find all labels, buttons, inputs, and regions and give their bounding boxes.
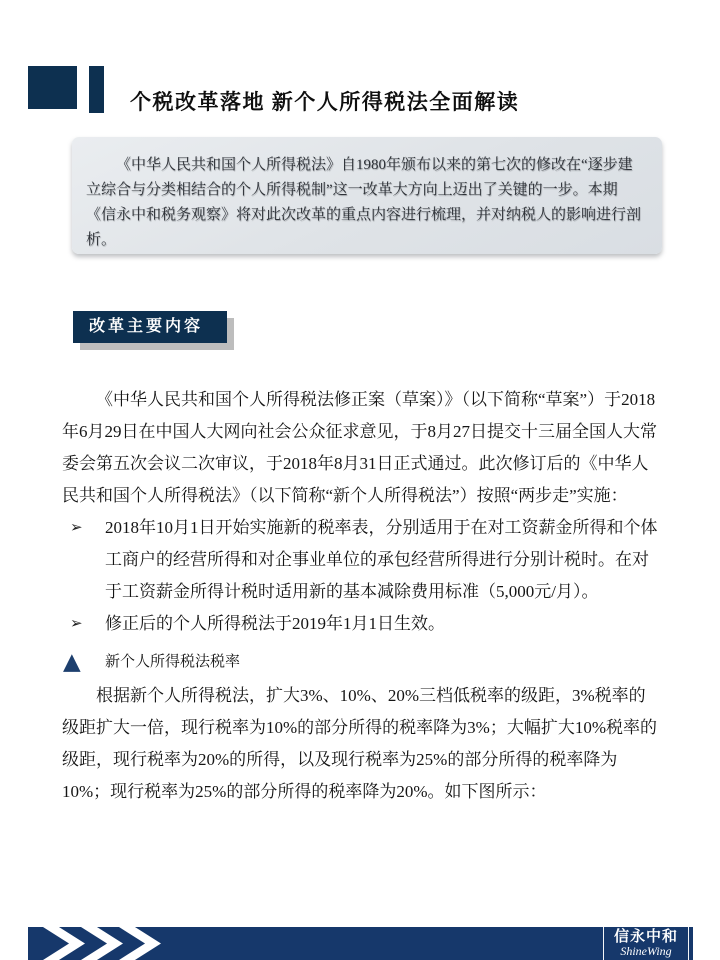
section-header: 改革主要内容 (73, 311, 227, 343)
logo-chinese-text: 信永中和 (613, 929, 678, 945)
subsection-paragraph: 根据新个人所得税法，扩大3%、10%、20%三档低税率的级距，3%税率的级距扩大一倍，现行税率为10%的部分所得的税率降为3%；大幅扩大10%税率的级距，现行税率为20%的所得，以及现行税率为25%的部分所得的税率降为10%；现行税率为25%的部分所得的税率降为20%。如下图所示： (62, 686, 657, 801)
chevron-right-icon (119, 927, 161, 960)
arrow-bullet-icon: ➢ (70, 616, 83, 632)
list-item (62, 512, 661, 608)
triangle-bullet-icon: ▲ (63, 649, 81, 675)
chevron-right-icon (81, 927, 123, 960)
title-bar-icon (89, 66, 104, 113)
logo-english-text: ShineWing (620, 944, 672, 958)
bullet-text: 2018年10月1日开始实施新的税率表，分别适用于在对工资薪金所得和个体工商户的经营所得和对企事业单位的承包经营所得进行分别计税时。在对于工资薪金所得计税时适用新的基本减除费用标准（5,000元/月）。 (105, 518, 658, 601)
intro-text: 《中华人民共和国个人所得税法》自1980年颁布以来的第七次的修改在“逐步建立综合与分类相结合的个人所得税制”这一改革大方向上迈出了关键的一步。本期《信永中和税务观察》将对此次改革的重点内容进行梳理，并对纳税人的影响进行剖析。 (86, 157, 642, 248)
page-title: 个税改革落地 新个人所得税法全面解读 (130, 90, 520, 115)
subsection-heading (62, 646, 661, 680)
bullet-text: 修正后的个人所得税法于2019年1月1日生效。 (105, 614, 445, 633)
title-square-icon (28, 66, 77, 109)
section-body (62, 384, 661, 808)
arrow-bullet-icon: ➢ (70, 520, 83, 536)
bullet-list (62, 512, 661, 640)
section-paragraph: 《中华人民共和国个人所得税法修正案（草案）》（以下简称“草案”）于2018年6月29日在中国人大网向社会公众征求意见，于8月27日提交十三届全国人大常委会第五次会议二次审议，于2018年8月31日正式通过。此次修订后的《中华人民共和国个人所得税法》（以下简称“新个人所得税法”）按照“两步走”实施： (62, 390, 657, 505)
intro-box (72, 137, 662, 254)
footer-bar (28, 927, 693, 960)
subsection-label: 新个人所得税法税率 (105, 654, 241, 670)
triangle-bullet-cell (62, 646, 105, 680)
company-logo (603, 927, 689, 960)
list-item (62, 608, 661, 640)
chevron-right-icon (43, 927, 85, 960)
